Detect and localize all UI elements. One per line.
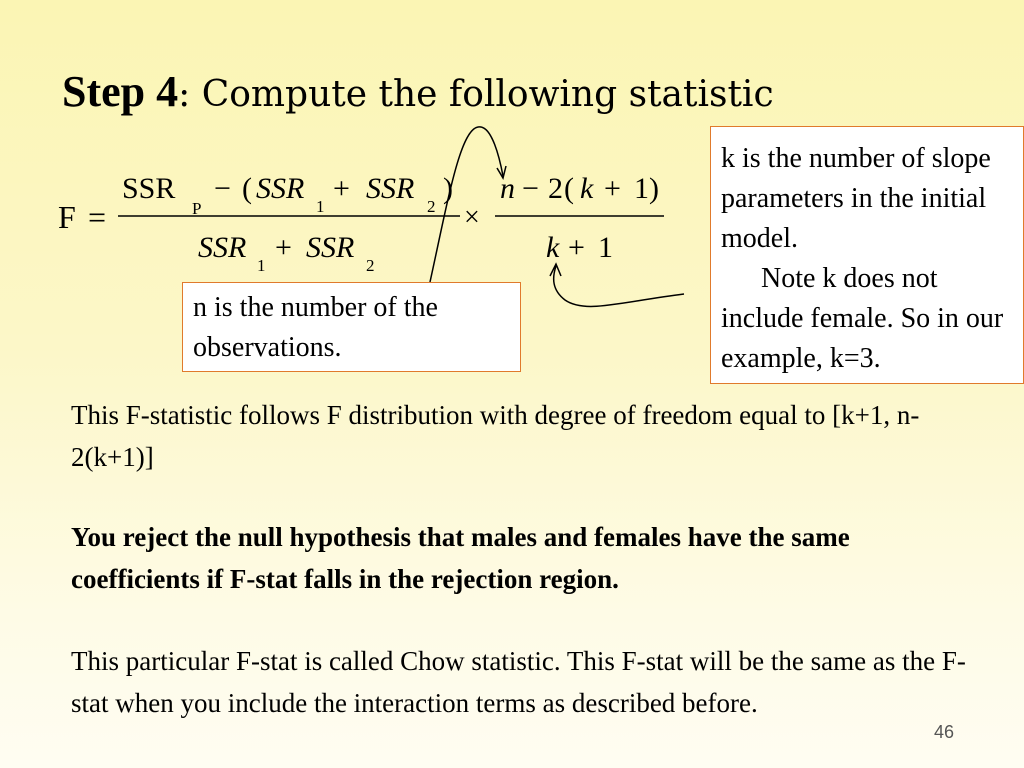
formula-minus-2: − (522, 172, 539, 205)
formula-one-num: 1 (634, 172, 649, 205)
formula-rparen-1: ) (443, 172, 453, 205)
slide-number: 46 (934, 722, 955, 742)
formula-lparen-1: ( (242, 172, 252, 205)
formula-times: × (464, 202, 480, 233)
formula-lparen-2: ( (564, 172, 574, 205)
formula-den-sub-1: 1 (257, 256, 266, 275)
formula-sub-p: P (192, 199, 202, 218)
formula-ssr-1: SSR (256, 172, 305, 205)
formula-equals: = (88, 199, 107, 235)
note-k-line1: k is the number of slope parameters in the initial model. (721, 143, 991, 254)
note-n-text: n is the number of the observations. (193, 292, 438, 363)
arrow-k-curve (554, 266, 684, 306)
formula-den-ssr-1: SSR (198, 231, 247, 264)
body-paragraph-3: This particular F-stat is called Chow statistic. This F-stat will be the same as the F-stat when you include the interaction terms as described before. (71, 646, 966, 718)
formula-ssr-p: SSR (122, 172, 176, 205)
note-n-box (182, 282, 521, 372)
formula-k-den: k (546, 231, 560, 264)
body-paragraph-2: You reject the null hypothesis that males and females have the same coefficients if F-stat falls in the rejection region. (71, 522, 850, 594)
formula-plus-3: + (568, 231, 585, 264)
formula-two: 2 (548, 172, 563, 205)
formula-n: n (500, 172, 515, 205)
formula-den-plus: + (275, 231, 292, 264)
formula-plus-1: + (333, 172, 350, 205)
note-k-line2: Note k does not include female. So in our example, k=3. (721, 263, 1004, 374)
note-k-box (710, 126, 1024, 384)
title-step: Step 4 (62, 67, 179, 116)
formula-rparen-2: ) (649, 172, 659, 205)
formula-k-num: k (580, 172, 594, 205)
formula-den-sub-2: 2 (366, 256, 375, 275)
formula-sub-2: 2 (427, 197, 436, 216)
formula-den-ssr-2: SSR (306, 231, 355, 264)
formula-minus-1: − (214, 172, 231, 205)
formula-sub-1: 1 (316, 197, 325, 216)
formula-ssr-2: SSR (366, 172, 415, 205)
title-rest: : Compute the following statistic (178, 74, 774, 115)
formula-lhs: F (58, 199, 76, 235)
formula-one-den: 1 (598, 231, 613, 264)
body-paragraph-1: This F-statistic follows F distribution with degree of freedom equal to [k+1, n-2(k+1)] (71, 400, 920, 472)
formula-plus-2: + (604, 172, 621, 205)
